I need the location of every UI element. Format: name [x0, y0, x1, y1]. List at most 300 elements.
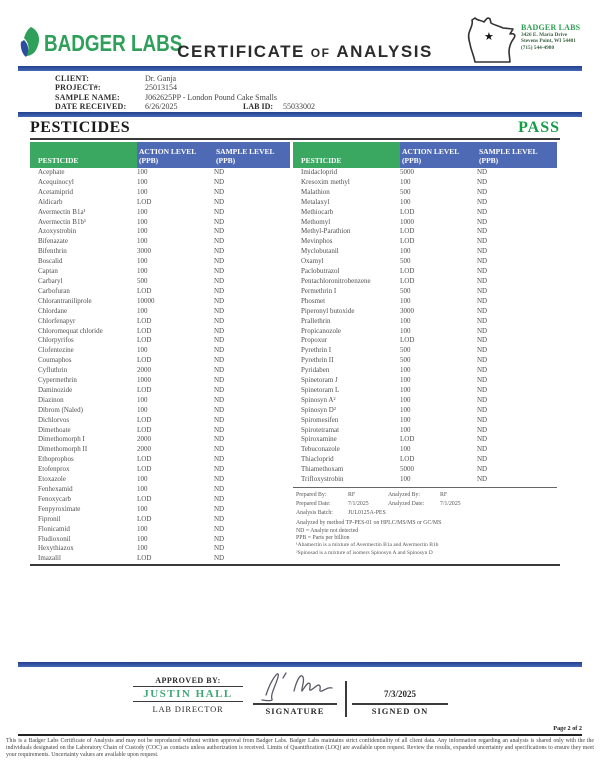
- pesticide-row: [293, 336, 557, 346]
- analysis-batch-row: [296, 509, 558, 518]
- pesticide-name: Dimethomorph I: [38, 435, 85, 444]
- ppb-definition: PPB = Parts per billion: [296, 534, 350, 541]
- prepared-date-label: Prepared Date:: [296, 500, 331, 507]
- sample-level-value: ND: [214, 554, 225, 563]
- sample-level-value: ND: [477, 306, 488, 315]
- client-label: CLIENT:: [55, 74, 90, 83]
- pesticide-name: Bifenazate: [38, 237, 68, 246]
- action-level-value: 100: [137, 405, 148, 414]
- star-icon: ★: [484, 31, 494, 43]
- title-part2: OF: [310, 46, 331, 60]
- action-level-value: 5000: [400, 465, 414, 474]
- action-level-value: 100: [137, 207, 148, 216]
- document-title: [170, 42, 440, 62]
- prepared-by-label: Prepared By:: [296, 492, 327, 498]
- pesticide-name: Clofentezine: [38, 346, 74, 355]
- sample-level-value: ND: [477, 247, 488, 256]
- action-level-value: LOD: [400, 227, 415, 236]
- pesticide-row: [293, 396, 557, 406]
- action-level-value: 100: [137, 177, 148, 186]
- pesticide-name: Kresoxim methyl: [301, 177, 350, 186]
- pesticide-name: Chlorfenapyr: [38, 316, 76, 325]
- signature-line: [253, 703, 337, 705]
- pesticide-row: [30, 544, 290, 554]
- pesticide-name: Cypermethrin: [38, 376, 77, 385]
- lab-phone: (715) 544-4980: [521, 44, 555, 51]
- pesticide-name: Dimethomorph II: [38, 445, 88, 454]
- sample-level-value: ND: [214, 356, 225, 365]
- pesticide-row: [30, 396, 290, 406]
- pesticide-row: [30, 287, 290, 297]
- sample-level-value: ND: [214, 376, 225, 385]
- pesticide-row: [293, 327, 557, 337]
- pesticide-row: [30, 416, 290, 426]
- prepared-date-value: 7/1/2025: [348, 500, 369, 507]
- pesticide-name: Thiamethoxam: [301, 465, 344, 474]
- action-level-value: 100: [137, 168, 148, 176]
- pesticide-name: Chloromequat chloride: [38, 326, 103, 335]
- action-level-value: 100: [400, 425, 411, 434]
- sample-level-value: ND: [214, 187, 225, 196]
- action-level-value: LOD: [137, 197, 152, 206]
- pesticide-row: [293, 317, 557, 327]
- action-level-value: 100: [400, 405, 411, 414]
- sample-level-value: ND: [214, 286, 225, 295]
- pesticides-table-right: [293, 142, 557, 485]
- pesticide-row: [30, 525, 290, 535]
- sample-level-value: ND: [214, 177, 225, 186]
- signed-on-label: SIGNED ON: [371, 706, 429, 716]
- pesticide-row: [293, 416, 557, 426]
- action-level-value: 3000: [400, 306, 414, 315]
- pesticide-name: Fenpyroximate: [38, 504, 81, 513]
- sample-level-value: ND: [477, 286, 488, 295]
- sample-level-value: ND: [477, 336, 488, 345]
- sample-level-value: ND: [477, 296, 488, 305]
- action-level-value: 100: [400, 316, 411, 325]
- action-level-value: LOD: [137, 385, 152, 394]
- pesticide-row: [30, 366, 290, 376]
- pesticide-row: [30, 475, 290, 485]
- lab-contact-block: [521, 24, 596, 51]
- column-header-sample-level: [214, 142, 290, 168]
- pesticide-row: [293, 346, 557, 356]
- pesticide-name: Azoxystrobin: [38, 227, 77, 236]
- pesticide-row: [30, 406, 290, 416]
- action-level-line1: ACTION LEVEL: [402, 147, 460, 156]
- sample-level-value: ND: [214, 385, 225, 394]
- sample-level-value: ND: [477, 465, 488, 474]
- action-level-value: 100: [137, 504, 148, 513]
- pesticide-row: [30, 495, 290, 505]
- sample-level-line2: (PPB): [216, 155, 236, 165]
- sample-level-value: ND: [477, 237, 488, 246]
- pesticide-name: Bifenthrin: [38, 247, 67, 256]
- footer-rule: [18, 734, 582, 736]
- pesticide-row: [30, 336, 290, 346]
- pesticide-name: Boscalid: [38, 257, 63, 266]
- prepared-by-row: [296, 491, 558, 500]
- pesticide-row: [30, 445, 290, 455]
- page-number: Page 2 of 2: [553, 725, 582, 732]
- action-level-value: LOD: [137, 465, 152, 474]
- pesticide-row: [293, 267, 557, 277]
- pesticide-name: Imidacloprid: [301, 168, 338, 176]
- column-header-action-level: [400, 142, 477, 168]
- lab-name: BADGER LABS: [521, 23, 581, 32]
- sample-level-value: ND: [214, 405, 225, 414]
- date-received-value: 6/26/2025: [145, 102, 178, 112]
- pesticide-row: [30, 178, 290, 188]
- analysis-batch-label: Analysis Batch:: [296, 509, 333, 516]
- sample-level-value: ND: [477, 187, 488, 196]
- sample-level-value: ND: [477, 346, 488, 355]
- action-level-value: 100: [400, 366, 411, 375]
- sample-level-value: ND: [214, 494, 225, 503]
- action-level-value: 100: [137, 475, 148, 484]
- action-level-value: LOD: [137, 415, 152, 424]
- sample-level-value: ND: [214, 475, 225, 484]
- method-note: Analyzed by method TP-PES-01 on HPLC/MS/MS or GC/MS: [296, 520, 442, 527]
- pesticide-name: Pentachloronitrobenzene: [301, 276, 371, 285]
- sample-level-value: ND: [477, 415, 488, 424]
- pesticide-row: [293, 435, 557, 445]
- pesticide-name: Propoxur: [301, 336, 328, 345]
- project-value: 25013154: [145, 83, 177, 93]
- analyzed-date-label: Analyzed Date:: [388, 500, 425, 507]
- pesticide-row: [30, 257, 290, 267]
- client-value: Dr. Ganja: [145, 74, 177, 83]
- pesticide-name: Dimethoate: [38, 425, 71, 434]
- pesticide-name: Propicanozole: [301, 326, 342, 335]
- sample-level-value: ND: [477, 475, 488, 484]
- pesticide-row: [293, 366, 557, 376]
- pesticide-name: Etofenprox: [38, 465, 70, 474]
- disclaimer-text: This is a Badger Labs Certificate of Analysis and may not be reproduced without written approval from Badger Labs. Badger Labs maintains strict confidentiality of all client data. Any information regarding an analysis is shared only with the the individuals designated on the Laboratory Chain of Custody (COC) as contacts unless authorization is received. Limits of Quantification (LOQ) are available upon request. Review the results, expanded uncertainty and specifications to ensure they meet your requirements. Uncertainty values are available upon request.: [6, 738, 594, 759]
- action-level-value: 10000: [137, 296, 155, 305]
- table-bottom-rule: [30, 564, 560, 566]
- pesticide-name: Spirotetramat: [301, 425, 340, 434]
- action-level-value: 100: [400, 445, 411, 454]
- pesticide-row: [293, 168, 557, 178]
- sample-level-value: ND: [477, 267, 488, 276]
- action-level-value: 100: [400, 296, 411, 305]
- pesticide-row: [293, 188, 557, 198]
- pesticide-name: Permethrin I: [301, 286, 337, 295]
- sample-level-value: ND: [214, 435, 225, 444]
- pesticide-name: Spinetoram J: [301, 376, 338, 385]
- column-header-action-level: [137, 142, 214, 168]
- pesticide-row: [293, 445, 557, 455]
- sample-level-value: ND: [214, 257, 225, 266]
- sample-level-value: ND: [214, 395, 225, 404]
- pesticide-name: Etoxazole: [38, 475, 66, 484]
- sample-level-value: ND: [214, 366, 225, 375]
- pesticide-row: [293, 406, 557, 416]
- action-level-value: 100: [137, 237, 148, 246]
- action-level-value: LOD: [137, 326, 152, 335]
- pesticide-name: Diazinon: [38, 395, 64, 404]
- approved-by-block: [133, 676, 243, 714]
- action-level-value: LOD: [400, 336, 415, 345]
- column-header-pesticide: PESTICIDE: [293, 142, 400, 168]
- action-level-value: 100: [400, 385, 411, 394]
- action-level-value: 100: [137, 346, 148, 355]
- pesticide-name: Flonicamid: [38, 524, 70, 533]
- section-underline: [30, 138, 560, 140]
- client-row: [55, 74, 475, 83]
- badger-labs-logo-icon: [18, 26, 44, 58]
- pesticide-name: Thiacloprid: [301, 455, 334, 464]
- pesticide-name: Avermectin B1b¹: [38, 217, 87, 226]
- lab-id-value: 55033002: [283, 102, 315, 112]
- pesticide-name: Avermectin B1a¹: [38, 207, 86, 216]
- sample-name-label: SAMPLE NAME:: [55, 92, 120, 102]
- sample-level-value: ND: [214, 267, 225, 276]
- pesticide-name: Pyrethrin II: [301, 356, 334, 365]
- action-level-value: 500: [400, 286, 411, 295]
- action-level-value: LOD: [137, 455, 152, 464]
- pesticide-name: Methomyl: [301, 217, 331, 226]
- action-level-value: LOD: [137, 286, 152, 295]
- sample-level-value: ND: [214, 534, 225, 543]
- analysis-batch-value: JUL0125A-PES: [348, 509, 386, 516]
- sample-level-value: ND: [477, 276, 488, 285]
- pesticide-row: [30, 356, 290, 366]
- pesticide-name: Chlordane: [38, 306, 68, 315]
- action-level-value: 100: [137, 257, 148, 266]
- pesticide-row: [30, 505, 290, 515]
- pesticides-table-left: [30, 142, 290, 564]
- sample-level-value: ND: [214, 276, 225, 285]
- sample-level-value: ND: [477, 326, 488, 335]
- pesticide-name: Acequinocyl: [38, 177, 74, 186]
- wisconsin-state-icon: [460, 14, 520, 68]
- action-level-value: 5000: [400, 168, 414, 176]
- pesticide-name: Trifloxystrobin: [301, 475, 344, 484]
- action-level-value: 100: [137, 187, 148, 196]
- sample-level-value: ND: [477, 197, 488, 206]
- pesticide-row: [293, 386, 557, 396]
- action-level-value: 100: [137, 395, 148, 404]
- pesticide-row: [293, 247, 557, 257]
- logo-wordmark: BADGER LABS: [44, 30, 183, 56]
- pesticide-name: Mevinphos: [301, 237, 333, 246]
- pesticide-row: [293, 227, 557, 237]
- pesticide-table-right-body: [293, 168, 557, 485]
- lab-director-name: JUSTIN HALL: [133, 687, 243, 702]
- sample-level-value: ND: [214, 425, 225, 434]
- sample-level-value: ND: [214, 306, 225, 315]
- pesticide-row: [293, 465, 557, 475]
- sample-level-value: ND: [214, 197, 225, 206]
- sample-level-value: ND: [214, 544, 225, 553]
- pesticide-name: Pyrethrin I: [301, 346, 332, 355]
- sample-level-value: ND: [477, 455, 488, 464]
- sample-level-value: ND: [214, 524, 225, 533]
- sample-level-value: ND: [477, 376, 488, 385]
- pesticide-row: [30, 346, 290, 356]
- pesticide-row: [30, 267, 290, 277]
- pesticide-row: [30, 227, 290, 237]
- pesticide-row: [293, 277, 557, 287]
- pesticide-row: [30, 247, 290, 257]
- sample-level-value: ND: [214, 485, 225, 493]
- action-level-value: LOD: [400, 207, 415, 216]
- action-level-value: 1000: [137, 376, 151, 385]
- date-received-row: [55, 102, 475, 111]
- table-header-left: [30, 142, 290, 168]
- pesticide-row: [30, 307, 290, 317]
- divider-bar-top: [18, 66, 582, 71]
- pesticide-name: Spinosyn A²: [301, 395, 336, 404]
- action-level-value: 100: [400, 475, 411, 484]
- sample-level-line1: SAMPLE LEVEL: [479, 147, 538, 156]
- approved-by-label: APPROVED BY:: [133, 676, 243, 687]
- pesticide-row: [293, 475, 557, 485]
- pesticide-name: Aldicarb: [38, 197, 63, 206]
- pesticide-row: [30, 327, 290, 337]
- sample-level-value: ND: [214, 336, 225, 345]
- sample-level-value: ND: [214, 168, 225, 176]
- pesticide-row: [293, 198, 557, 208]
- pesticide-row: [30, 515, 290, 525]
- action-level-value: 1000: [400, 217, 414, 226]
- lab-address-2: Stevens Point, WI 54481: [521, 38, 576, 45]
- signed-on-date: 7/3/2025: [383, 689, 416, 699]
- pesticide-name: Methiocarb: [301, 207, 334, 216]
- pesticide-row: [30, 386, 290, 396]
- action-level-line2: (PPB): [402, 155, 422, 165]
- table-header-right: [293, 142, 557, 168]
- sample-level-value: ND: [214, 465, 225, 474]
- title-part1: CERTIFICATE: [177, 42, 305, 61]
- pesticide-name: Coumaphos: [38, 356, 72, 365]
- action-level-value: 100: [400, 395, 411, 404]
- sample-level-value: ND: [214, 455, 225, 464]
- analyzed-by-value: RF: [440, 492, 448, 498]
- pesticide-name: Carbofuran: [38, 286, 70, 295]
- sample-level-value: ND: [214, 514, 225, 523]
- pesticide-name: Piperonyl butoxide: [301, 306, 355, 315]
- action-level-value: 2000: [137, 445, 151, 454]
- sample-level-value: ND: [477, 177, 488, 186]
- action-level-value: 2000: [137, 435, 151, 444]
- action-level-value: 100: [400, 177, 411, 186]
- action-level-line2: (PPB): [139, 155, 159, 165]
- action-level-value: 500: [400, 346, 411, 355]
- action-level-value: 100: [137, 267, 148, 276]
- pesticide-name: Imazalil: [38, 554, 61, 563]
- pesticide-name: Carbaryl: [38, 276, 63, 285]
- sample-level-value: ND: [477, 405, 488, 414]
- pesticide-row: [30, 376, 290, 386]
- action-level-value: LOD: [137, 316, 152, 325]
- pesticide-row: [30, 198, 290, 208]
- action-level-value: LOD: [400, 435, 415, 444]
- action-level-value: LOD: [137, 514, 152, 523]
- pesticide-table-left-body: [30, 168, 290, 564]
- pesticide-name: Fenhexamid: [38, 485, 73, 493]
- pesticide-row: [30, 435, 290, 445]
- pesticide-name: Oxamyl: [301, 257, 324, 266]
- sample-level-value: ND: [214, 346, 225, 355]
- sample-level-value: ND: [477, 366, 488, 375]
- pesticide-row: [30, 317, 290, 327]
- action-level-value: 100: [400, 415, 411, 424]
- pesticide-name: Captan: [38, 267, 58, 276]
- analyzed-date-value: 7/1/2025: [440, 500, 461, 507]
- pesticide-row: [30, 554, 290, 564]
- pesticide-row: [293, 376, 557, 386]
- action-level-line1: ACTION LEVEL: [139, 147, 197, 156]
- date-received-label: DATE RECEIVED:: [55, 102, 127, 112]
- action-level-value: 500: [400, 187, 411, 196]
- nd-definition: ND = Analyte not detected: [296, 527, 359, 534]
- action-level-value: 2000: [137, 366, 151, 375]
- sample-level-value: ND: [214, 227, 225, 236]
- sample-level-value: ND: [477, 435, 488, 444]
- pesticide-row: [293, 218, 557, 228]
- pesticide-name: Spinetoram L: [301, 385, 340, 394]
- action-level-value: 100: [400, 326, 411, 335]
- action-level-value: LOD: [400, 237, 415, 246]
- pesticide-name: Tebuconazole: [301, 445, 340, 454]
- pesticide-row: [293, 297, 557, 307]
- sample-level-value: ND: [214, 247, 225, 256]
- action-level-value: 100: [137, 306, 148, 315]
- sample-level-value: ND: [477, 316, 488, 325]
- handwritten-signature: [252, 663, 342, 707]
- action-level-value: LOD: [137, 494, 152, 503]
- pesticide-name: Phosmet: [301, 296, 326, 305]
- pesticide-name: Spiromesifen: [301, 415, 339, 424]
- pesticide-name: Hexythiazox: [38, 544, 74, 553]
- pesticide-row: [293, 237, 557, 247]
- sample-name-row: [55, 93, 475, 102]
- action-level-value: 100: [400, 197, 411, 206]
- pesticide-row: [30, 465, 290, 475]
- sample-level-value: ND: [477, 168, 488, 176]
- pesticide-row: [293, 455, 557, 465]
- pesticide-name: Chlorpyrifos: [38, 336, 74, 345]
- action-level-value: 100: [137, 524, 148, 533]
- client-info-block: [55, 74, 475, 112]
- sample-level-value: ND: [214, 237, 225, 246]
- pesticide-name: Daminozide: [38, 385, 73, 394]
- action-level-value: 100: [137, 227, 148, 236]
- signature-divider: [345, 681, 347, 717]
- column-header-sample-level: [477, 142, 557, 168]
- pesticide-row: [30, 535, 290, 545]
- pesticide-name: Chlorantraniliprole: [38, 296, 92, 305]
- pesticide-row: [30, 237, 290, 247]
- sample-level-value: ND: [477, 385, 488, 394]
- sample-level-value: ND: [477, 445, 488, 454]
- action-level-value: LOD: [137, 356, 152, 365]
- pesticide-name: Myclobutanil: [301, 247, 339, 256]
- pesticide-name: Fludioxonil: [38, 534, 71, 543]
- pesticide-name: Fipronil: [38, 514, 61, 523]
- pesticide-row: [293, 178, 557, 188]
- signature-label: SIGNATURE: [265, 706, 325, 716]
- lab-director-title: LAB DIRECTOR: [152, 704, 224, 714]
- action-level-value: 100: [137, 217, 148, 226]
- analyzed-by-label: Analyzed By:: [388, 492, 421, 498]
- pesticide-row: [30, 485, 290, 495]
- pesticide-name: Fenoxycarb: [38, 494, 72, 503]
- pesticide-name: Spinosyn D²: [301, 405, 336, 414]
